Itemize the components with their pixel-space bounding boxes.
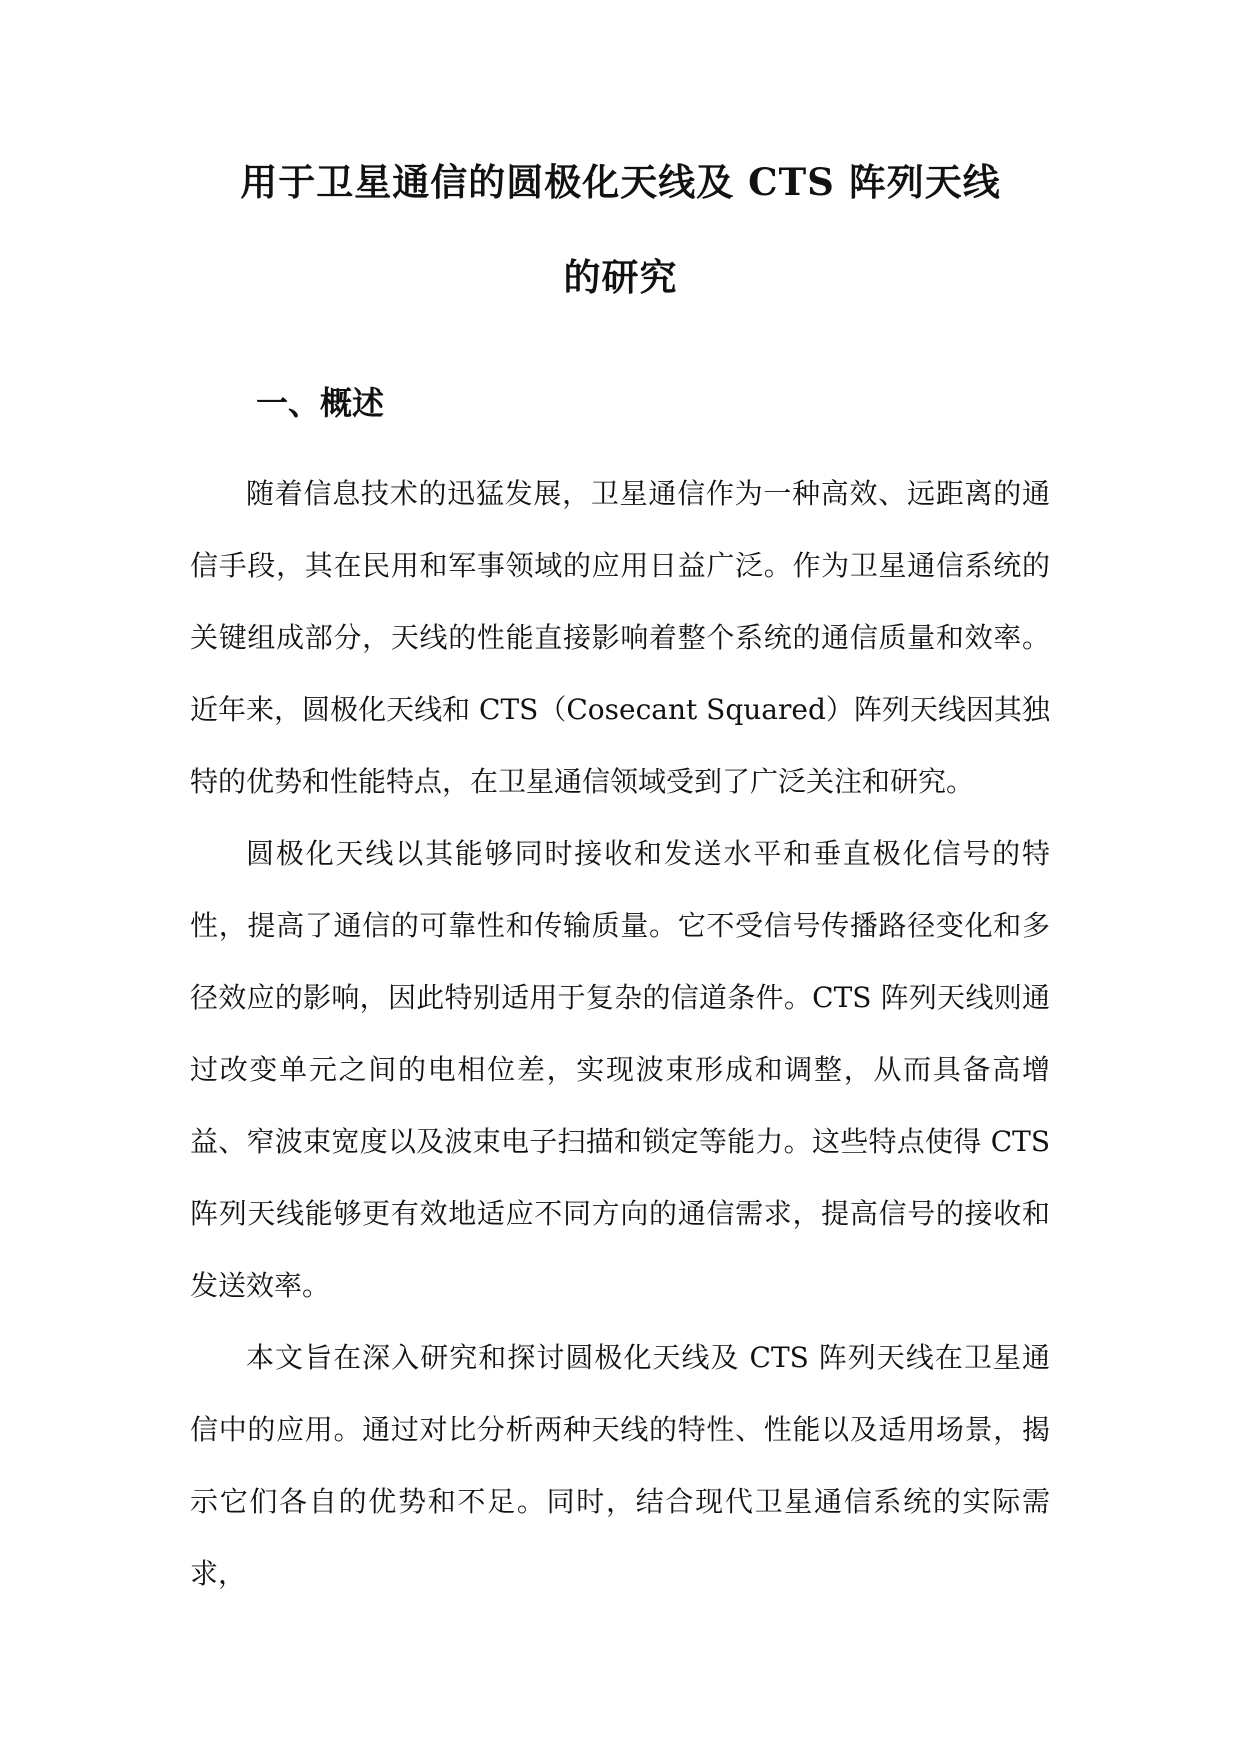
- section-heading: 一、概述: [256, 384, 385, 422]
- paragraph-3: 本文旨在深入研究和探讨圆极化天线及 CTS 阵列天线在卫星通信中的应用。通过对比分析两种天线的特性、性能以及适用场景，揭示它们各自的优势和不足。同时，结合现代卫星通信系统的实际需求，: [190, 1341, 1050, 1590]
- paragraph-2: 圆极化天线以其能够同时接收和发送水平和垂直极化信号的特性，提高了通信的可靠性和传输质量。它不受信号传播路径变化和多径效应的影响，因此特别适用于复杂的信道条件。CTS 阵列天线则通过改变单元之间的电相位差，实现波束形成和调整，从而具备高增益、窄波束宽度以及波束电子扫描和锁定等能力。这些特点使得 CTS 阵列天线能够更有效地适应不同方向的通信需求，提高信号的接收和发送效率。: [190, 837, 1050, 1302]
- document-title-line-2: 的研究: [563, 255, 678, 299]
- body-text: [190, 458, 1050, 1610]
- document-title-line-1: 用于卫星通信的圆极化天线及 CTS 阵列天线: [240, 160, 1001, 204]
- paragraph-1: 随着信息技术的迅猛发展，卫星通信作为一种高效、远距离的通信手段，其在民用和军事领域的应用日益广泛。作为卫星通信系统的关键组成部分，天线的性能直接影响着整个系统的通信质量和效率。近年来，圆极化天线和 CTS（Cosecant Squared）阵列天线因其独特的优势和性能特点，在卫星通信领域受到了广泛关注和研究。: [190, 477, 1050, 798]
